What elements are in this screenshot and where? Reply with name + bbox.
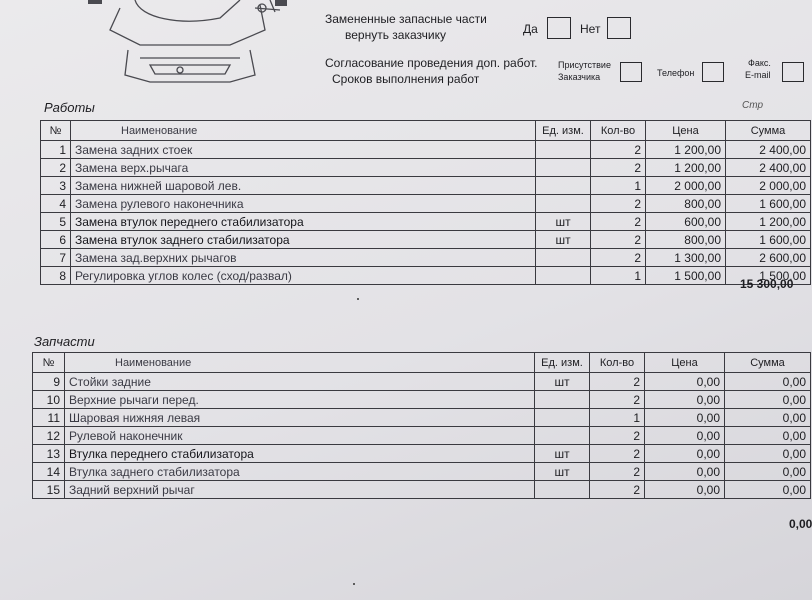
row-unit (535, 391, 590, 409)
row-price: 0,00 (645, 445, 725, 463)
row-unit: шт (535, 463, 590, 481)
row-name: Втулка переднего стабилизатора (65, 445, 535, 463)
parts-table (32, 352, 811, 499)
row-unit: шт (535, 373, 590, 391)
table-row (33, 409, 811, 427)
row-sum: 2 400,00 (726, 141, 811, 159)
table-row (41, 159, 811, 177)
row-unit (536, 177, 591, 195)
row-name: Регулировка углов колес (сход/развал) (71, 267, 536, 285)
row-price: 1 200,00 (646, 159, 726, 177)
row-qty: 2 (591, 231, 646, 249)
row-qty: 2 (591, 159, 646, 177)
customer-presence-label: Присутствие (558, 60, 611, 70)
row-num: 15 (33, 481, 65, 499)
row-qty: 2 (590, 445, 645, 463)
row-unit (535, 481, 590, 499)
row-name: Замена втулок заднего стабилизатора (71, 231, 536, 249)
row-price: 0,00 (645, 409, 725, 427)
row-num: 9 (33, 373, 65, 391)
table-row (41, 267, 811, 285)
table-row (33, 373, 811, 391)
table-row (41, 141, 811, 159)
col-header-price: Цена (645, 353, 725, 373)
approval-label: Согласование проведения доп. работ. (325, 56, 538, 70)
col-header-num: № (41, 121, 71, 141)
row-name: Замена зад.верхних рычагов (71, 249, 536, 267)
row-unit (535, 409, 590, 427)
row-qty: 2 (590, 391, 645, 409)
row-num: 4 (41, 195, 71, 213)
col-header-name: Наименование (71, 121, 536, 141)
car-diagram-sketch (80, 0, 290, 92)
row-unit (536, 159, 591, 177)
row-unit (536, 267, 591, 285)
row-name: Шаровая нижняя левая (65, 409, 535, 427)
row-price: 0,00 (645, 373, 725, 391)
fax-email-checkbox[interactable] (782, 62, 804, 82)
row-sum: 0,00 (725, 391, 811, 409)
row-sum: 1 600,00 (726, 195, 811, 213)
row-name: Замена верх.рычага (71, 159, 536, 177)
works-section-title: Работы (44, 100, 95, 115)
col-header-qty: Кол-во (590, 353, 645, 373)
table-row (41, 249, 811, 267)
row-num: 5 (41, 213, 71, 231)
works-table (40, 120, 811, 285)
row-num: 11 (33, 409, 65, 427)
phone-checkbox[interactable] (702, 62, 724, 82)
row-price: 600,00 (646, 213, 726, 231)
row-unit (536, 141, 591, 159)
table-row (33, 445, 811, 463)
no-label: Нет (580, 22, 601, 36)
row-num: 2 (41, 159, 71, 177)
row-unit (536, 249, 591, 267)
col-header-price: Цена (646, 121, 726, 141)
table-row (41, 195, 811, 213)
parts-section-title: Запчасти (34, 334, 95, 349)
row-qty: 2 (591, 195, 646, 213)
row-qty: 2 (591, 249, 646, 267)
row-name: Втулка заднего стабилизатора (65, 463, 535, 481)
customer-presence-label-2: Заказчика (558, 72, 601, 82)
row-price: 0,00 (645, 463, 725, 481)
row-qty: 1 (591, 177, 646, 195)
row-qty: 2 (590, 427, 645, 445)
table-row (41, 213, 811, 231)
row-name: Рулевой наконечник (65, 427, 535, 445)
row-sum: 2 600,00 (726, 249, 811, 267)
row-sum: 0,00 (725, 481, 811, 499)
row-unit (536, 195, 591, 213)
deadline-label: Сроков выполнения работ (332, 72, 480, 86)
table-row (33, 463, 811, 481)
row-price: 0,00 (645, 481, 725, 499)
row-name: Задний верхний рычаг (65, 481, 535, 499)
row-qty: 2 (591, 141, 646, 159)
row-num: 6 (41, 231, 71, 249)
table-row (33, 391, 811, 409)
table-row (41, 231, 811, 249)
row-price: 1 200,00 (646, 141, 726, 159)
fax-label: Факс. (748, 58, 771, 68)
row-name: Замена задних стоек (71, 141, 536, 159)
row-sum: 0,00 (725, 427, 811, 445)
parts-header-row (33, 353, 811, 373)
row-num: 10 (33, 391, 65, 409)
email-label: E-mail (745, 70, 771, 80)
row-price: 1 300,00 (646, 249, 726, 267)
row-qty: 2 (590, 463, 645, 481)
row-num: 1 (41, 141, 71, 159)
col-header-num: № (33, 353, 65, 373)
col-header-unit: Ед. изм. (535, 353, 590, 373)
yes-label: Да (523, 22, 538, 36)
row-num: 7 (41, 249, 71, 267)
row-name: Замена втулок переднего стабилизатора (71, 213, 536, 231)
row-price: 2 000,00 (646, 177, 726, 195)
row-sum: 0,00 (725, 463, 811, 481)
row-qty: 1 (591, 267, 646, 285)
row-sum: 2 400,00 (726, 159, 811, 177)
row-qty: 2 (591, 213, 646, 231)
table-row (33, 427, 811, 445)
row-price: 0,00 (645, 427, 725, 445)
row-price: 1 500,00 (646, 267, 726, 285)
row-sum: 0,00 (725, 373, 811, 391)
row-sum: 0,00 (725, 445, 811, 463)
works-total: 15 300,00 (740, 277, 794, 291)
row-unit: шт (536, 213, 591, 231)
col-header-qty: Кол-во (591, 121, 646, 141)
row-num: 12 (33, 427, 65, 445)
row-qty: 2 (590, 481, 645, 499)
phone-label: Телефон (657, 68, 695, 78)
row-sum: 1 600,00 (726, 231, 811, 249)
paper-speck (353, 583, 355, 585)
col-header-sum: Сумма (725, 353, 811, 373)
row-price: 800,00 (646, 195, 726, 213)
row-name: Замена рулевого наконечника (71, 195, 536, 213)
returned-parts-label: Замененные запасные части (325, 12, 487, 26)
row-qty: 2 (590, 373, 645, 391)
row-name: Верхние рычаги перед. (65, 391, 535, 409)
yes-checkbox[interactable] (547, 17, 571, 39)
page-label: Стр (742, 100, 764, 111)
row-sum: 2 000,00 (726, 177, 811, 195)
row-sum: 1 500,00 (726, 267, 811, 285)
col-header-unit: Ед. изм. (536, 121, 591, 141)
return-to-customer-label: вернуть заказчику (345, 28, 446, 42)
table-row (33, 481, 811, 499)
row-name: Замена нижней шаровой лев. (71, 177, 536, 195)
row-unit: шт (535, 445, 590, 463)
table-row (41, 177, 811, 195)
parts-total: 0,00 (789, 517, 812, 531)
row-num: 13 (33, 445, 65, 463)
row-num: 8 (41, 267, 71, 285)
row-num: 14 (33, 463, 65, 481)
col-header-name: Наименование (65, 353, 535, 373)
paper-speck (357, 298, 359, 300)
row-price: 0,00 (645, 391, 725, 409)
row-sum: 0,00 (725, 409, 811, 427)
row-unit: шт (536, 231, 591, 249)
no-checkbox[interactable] (607, 17, 631, 39)
works-header-row (41, 121, 811, 141)
row-price: 800,00 (646, 231, 726, 249)
row-num: 3 (41, 177, 71, 195)
row-name: Стойки задние (65, 373, 535, 391)
row-unit (535, 427, 590, 445)
row-qty: 1 (590, 409, 645, 427)
presence-checkbox[interactable] (620, 62, 642, 82)
row-sum: 1 200,00 (726, 213, 811, 231)
col-header-sum: Сумма (726, 121, 811, 141)
